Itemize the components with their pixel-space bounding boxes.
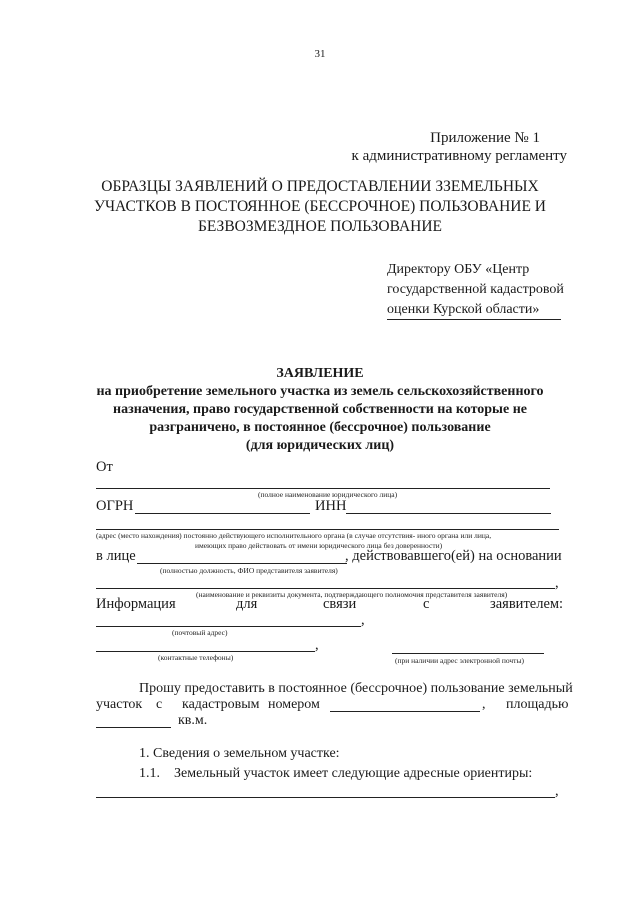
basis-document-field[interactable] <box>96 588 555 589</box>
addressee-line-1: Директору ОБУ «Центр <box>387 262 530 277</box>
email-caption: (при наличии адрес электронной почты) <box>395 656 524 665</box>
request-line-1: Прошу предоставить в постоянное (бессрочное) пользование земельный <box>139 681 573 696</box>
ogrn-field[interactable] <box>135 513 310 514</box>
address-caption-line-2: имеющих право действовать от имени юридического лица без доверенности) <box>195 541 443 550</box>
appendix-number: Приложение № 1 <box>430 130 540 146</box>
full-name-field[interactable] <box>96 488 550 489</box>
request-word-number: номером <box>268 697 320 712</box>
comma: , <box>482 697 486 712</box>
comma: , <box>555 575 559 591</box>
phones-field[interactable] <box>96 651 315 652</box>
postal-caption: (почтовый адрес) <box>172 628 228 637</box>
contact-word-applicant: заявителем: <box>490 596 564 612</box>
address-field[interactable] <box>96 529 559 530</box>
inn-field[interactable] <box>346 513 551 514</box>
address-caption-line-1: (адрес (место нахождения) постоянно действующего исполнительного органа (в случае отсутствия- иного органа или лица, <box>96 531 492 540</box>
doc-title-line-1: ОБРАЗЦЫ ЗАЯВЛЕНИЙ О ПРЕДОСТАВЛЕНИИ ЗЗЕМЕЛЬНЫХ <box>101 178 539 195</box>
phones-caption: (контактные телефоны) <box>158 653 234 662</box>
section-1-1-number: 1.1. <box>139 766 160 781</box>
section-1-heading: 1. Сведения о земельном участке: <box>139 746 340 761</box>
cadastral-number-field[interactable] <box>330 711 480 712</box>
doc-title-line-3: БЕЗВОЗМЕЗДНОЕ ПОЛЬЗОВАНИЕ <box>198 218 442 235</box>
request-word-plot: участок <box>96 697 143 712</box>
request-word-with: с <box>156 697 163 712</box>
document-caption: (наименование и реквизиты документа, подтверждающего полномочия представителя заявителя) <box>196 590 508 599</box>
appendix-reference: к административному регламенту <box>351 148 567 164</box>
postal-address-field[interactable] <box>96 626 361 627</box>
full-name-caption: (полное наименование юридического лица) <box>258 490 398 499</box>
contact-word-link: связи <box>323 596 357 612</box>
area-label: площадью <box>506 697 569 712</box>
page-number: 31 <box>314 48 326 60</box>
request-word-cadastral: кадастровым <box>182 697 260 712</box>
from-label: От <box>96 459 113 475</box>
sqm-label: кв.м. <box>178 713 208 728</box>
inn-label: ИНН <box>315 498 347 514</box>
ogrn-label: ОГРН <box>96 498 134 514</box>
addressee-name-field[interactable] <box>387 319 561 320</box>
address-landmarks-field[interactable] <box>96 797 555 798</box>
comma: , <box>315 637 319 653</box>
contact-word-with: с <box>423 596 430 612</box>
representative-field[interactable] <box>137 563 347 564</box>
application-subtitle-1: на приобретение земельного участка из земель сельскохозяйственного <box>96 384 544 399</box>
contact-word-for: для <box>236 596 258 612</box>
comma: , <box>361 612 365 628</box>
area-field[interactable] <box>96 727 171 728</box>
addressee-line-2: государственной кадастровой <box>387 282 564 297</box>
application-subtitle-2: назначения, право государственной собственности на которые не <box>113 402 527 417</box>
position-caption: (полностью должность, ФИО представителя заявителя) <box>160 566 338 575</box>
application-heading: ЗАЯВЛЕНИЕ <box>276 366 364 381</box>
email-field[interactable] <box>392 653 544 654</box>
application-subtitle-4: (для юридических лиц) <box>245 438 395 453</box>
addressee-line-3: оценки Курской области» <box>387 302 540 317</box>
application-subtitle-3: разграничено, в постоянное (бессрочное) пользование <box>149 420 491 435</box>
in-person-label: в лице <box>96 548 136 564</box>
acting-on-basis-label: , действовавшего(ей) на основании <box>345 548 562 564</box>
section-1-1-text: Земельный участок имеет следующие адресные ориентиры: <box>174 766 533 781</box>
contact-word-info: Информация <box>96 596 176 612</box>
comma: , <box>555 783 559 799</box>
doc-title-line-2: УЧАСТКОВ В ПОСТОЯННОЕ (БЕССРОЧНОЕ) ПОЛЬЗОВАНИЕ И <box>93 198 547 215</box>
